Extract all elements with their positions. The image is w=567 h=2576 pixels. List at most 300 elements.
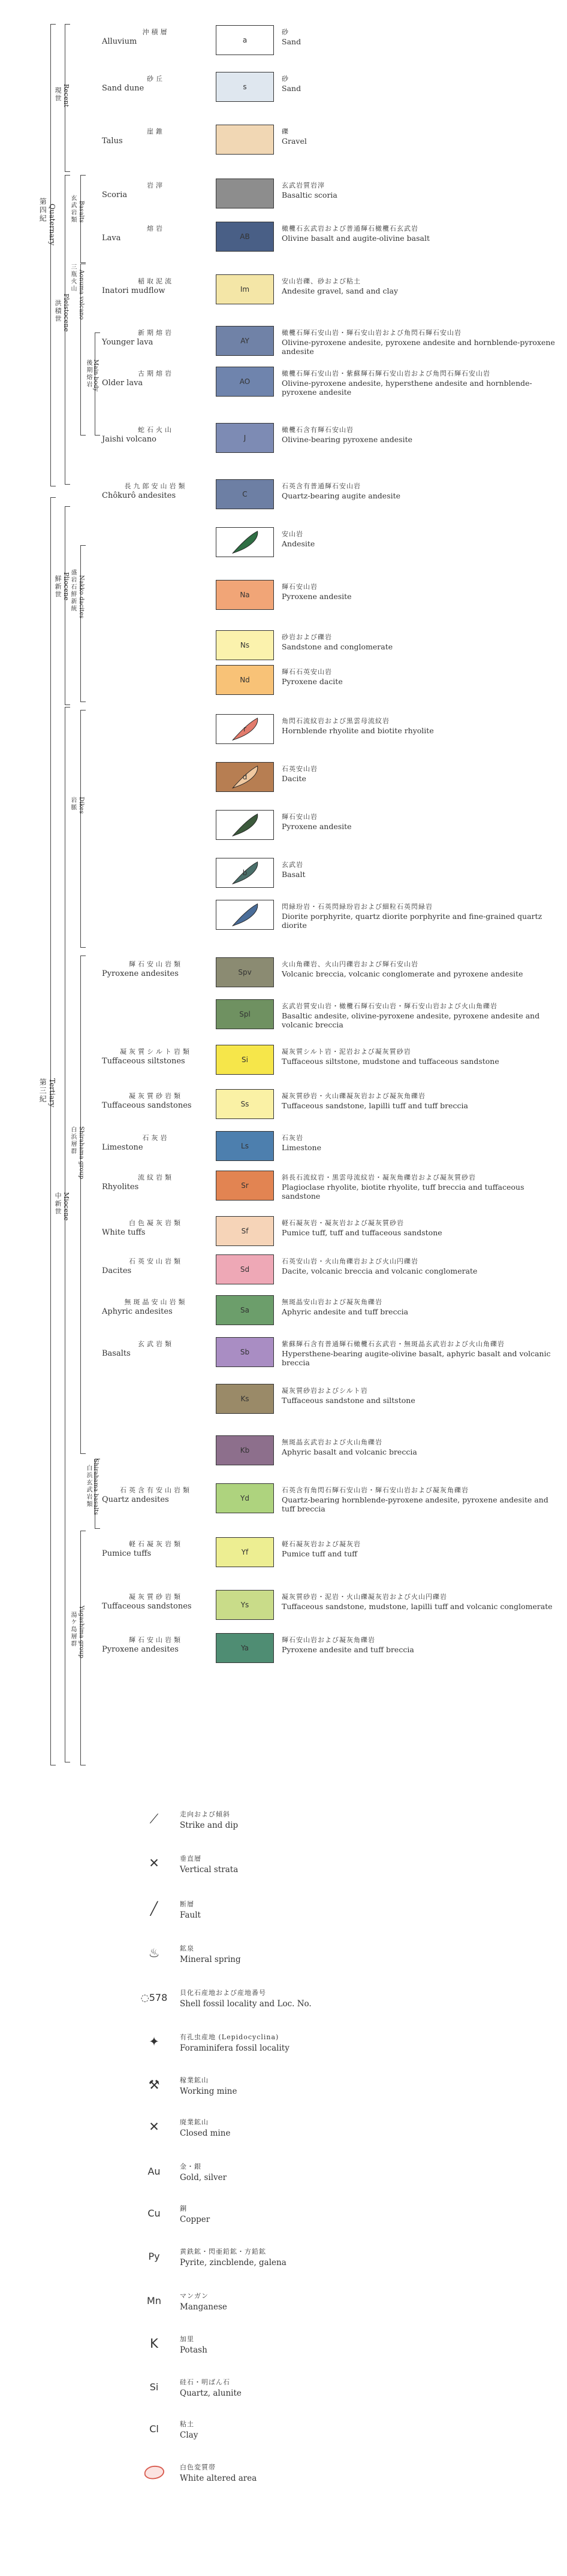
unit-description-jp: 玄武岩質岩滓 [282, 182, 325, 189]
miocene-bracket [65, 707, 70, 1762]
epoch-recent-en: Recent [62, 84, 71, 107]
unit-label-en: Aphyric andesites [102, 1307, 173, 1316]
unit-code: Sd [240, 1265, 250, 1274]
symbol-label [180, 2117, 230, 2139]
unit-label-jp: 凝灰質砂岩類 [129, 1092, 183, 1100]
unit-description [282, 1438, 557, 1456]
fault-icon: ╱ [150, 1901, 158, 1916]
unit-description [282, 369, 557, 397]
unit-description-en: Quartz-bearing hornblende-pyroxene andesite, pyroxene andesite and tuff breccia [282, 1495, 548, 1513]
unit-label [102, 328, 210, 347]
unit-label-en: Dacites [102, 1266, 132, 1275]
unit-label-jp: 稲取泥流 [138, 277, 174, 285]
unit-code: s [243, 83, 247, 91]
unit-swatch [216, 858, 274, 888]
unit-swatch [216, 665, 274, 695]
symbol-label-jp: 鉱泉 [180, 1945, 194, 1952]
unit-code: C [242, 490, 248, 498]
unit-description-jp: 橄欖石輝石安山岩・輝石安山岩および角閃石輝石安山岩 [282, 329, 462, 337]
unit-description [282, 764, 557, 783]
unit-label [102, 74, 210, 93]
period-tertiary-jp: 第三紀 [38, 1078, 47, 1103]
unit-description-jp: 軽石凝灰岩・凝灰岩および凝灰質砂岩 [282, 1219, 404, 1227]
symbol-label [180, 2291, 227, 2312]
epoch-pliocene-en: Pliocene [62, 572, 71, 601]
unit-swatch [216, 423, 274, 453]
unit-description [282, 1635, 557, 1654]
symbol-label [180, 1943, 241, 1965]
symbol-label-jp: 稼業鉱山 [180, 2076, 209, 2084]
unit-swatch [216, 1216, 274, 1246]
unit-code: Kb [240, 1446, 250, 1455]
unit-label-jp: 古期熔岩 [138, 370, 174, 377]
unit-swatch [216, 222, 274, 252]
unit-description-jp: 紫蘇輝石含有普通輝石橄欖石玄武岩・無斑晶玄武岩および火山角礫岩 [282, 1340, 505, 1348]
symbol-label-en: Closed mine [180, 2128, 231, 2138]
symbol-label-en: Manganese [180, 2302, 227, 2312]
unit-description-jp: 石英安山岩・火山角礫岩および火山円礫岩 [282, 1257, 418, 1265]
unit-label [102, 127, 210, 146]
unit-code: Nd [240, 676, 250, 684]
unit-description-en: Sand [282, 83, 301, 93]
unit-description [282, 530, 557, 548]
unit-label [102, 1257, 210, 1276]
unit-label [102, 181, 210, 200]
unit-swatch [216, 527, 274, 557]
unit-description-en: Olivine-bearing pyroxene andesite [282, 434, 412, 444]
group-shirahama-basalts-en: Shirahama basalts [92, 1459, 99, 1516]
symbol-label-jp: 走向および傾斜 [180, 1810, 230, 1818]
unit-label-jp: 凝灰質シルト岩類 [120, 1048, 192, 1056]
unit-code: Si [242, 1056, 248, 1064]
unit-description-en: Dacite [282, 773, 306, 783]
unit-description-jp: 無斑晶玄武岩および火山角礫岩 [282, 1438, 382, 1446]
unit-description-en: Tuffaceous sandstone, lapilli tuff and tuff breccia [282, 1100, 468, 1110]
unit-description-jp: 角閃石流紋岩および黒雲母流紋岩 [282, 717, 390, 725]
symbol-label [180, 1988, 312, 2009]
unit-description-en: Pyroxene andesite [282, 591, 352, 601]
unit-label-jp: 石英含有安山岩類 [120, 1486, 192, 1494]
epoch-pleistocene-jp: 洪積世 [54, 300, 62, 323]
symbol-label-jp: 有孔虫産地 (Lepidocyclina) [180, 2033, 279, 2041]
epoch-miocene-jp: 中新世 [54, 1192, 62, 1216]
unit-description-jp: 石英含有角閃石輝石安山岩・輝石安山岩および凝灰角礫岩 [282, 1486, 469, 1494]
unit-description [282, 1592, 557, 1611]
unit-description-en: Diorite porphyrite, quartz diorite porphyrite and fine-grained quartz diorite [282, 911, 542, 930]
unit-label-jp: 輝石安山岩類 [129, 960, 183, 968]
unit-description-jp: 輝石石英安山岩 [282, 668, 332, 676]
unit-code: Sb [240, 1348, 250, 1356]
unit-swatch [216, 1590, 274, 1620]
unit-label-en: Sand dune [102, 84, 144, 93]
unit-label-en: Quartz andesites [102, 1495, 169, 1504]
unit-description [282, 812, 557, 831]
unit-description-en: Plagioclase rhyolite, biotite rhyolite, tuff breccia and tuffaceous sandstone [282, 1182, 524, 1201]
unit-description-en: Tuffaceous sandstone and siltstone [282, 1395, 415, 1405]
symbol-label-en: Quartz, alunite [180, 2388, 242, 2398]
unit-label [102, 482, 210, 501]
group-dikes-jp: 岩脈 [70, 797, 76, 811]
unit-description [282, 582, 557, 601]
unit-swatch [216, 1384, 274, 1414]
unit-code: Yd [240, 1494, 249, 1502]
unit-description [282, 960, 557, 978]
unit-description-jp: 輝石安山岩 [282, 813, 318, 821]
symbol-label-en: Pyrite, zincblende, galena [180, 2258, 286, 2267]
unit-label-en: Lava [102, 234, 121, 243]
unit-code: Sf [241, 1227, 249, 1235]
unit-swatch [216, 1045, 274, 1075]
group-mainbody-en: Main body [92, 359, 99, 392]
unit-description [282, 860, 557, 879]
unit-swatch [216, 999, 274, 1029]
group-dikes-en: Dikes [78, 797, 85, 814]
unit-description-en: Basaltic andesite, olivine-pyroxene andesite, pyroxene andesite and volcanic breccia [282, 1011, 540, 1029]
unit-code: Sa [240, 1306, 249, 1314]
unit-description [282, 277, 557, 295]
epoch-pleistocene-en: Pleistocene [62, 294, 71, 332]
group-shirahama-basalts-jp: 白浜玄武岩類 [85, 1465, 92, 1508]
unit-label-jp: 無斑晶安山岩類 [124, 1298, 188, 1306]
unit-description-en: Sandstone and conglomerate [282, 642, 393, 651]
unit-description-jp: 玄武岩質安山岩・橄欖石輝石安山岩・輝石安山岩および火山角礫岩 [282, 1002, 497, 1010]
unit-description-en: Basalt [282, 869, 306, 879]
unit-description [282, 1047, 557, 1066]
unit-label-jp: 熔岩 [147, 225, 165, 232]
group-nakko-jp: 盛岩石鮮新統 [70, 569, 76, 612]
copper-icon: Cu [147, 2207, 161, 2219]
unit-swatch [216, 367, 274, 397]
unit-swatch [216, 1633, 274, 1663]
unit-label-en: Alluvium [102, 37, 137, 46]
unit-swatch [216, 714, 274, 744]
unit-label-jp: 玄武岩類 [138, 1340, 174, 1348]
unit-code: Spv [238, 968, 252, 976]
unit-swatch [216, 1337, 274, 1367]
unit-code: a [242, 36, 248, 44]
unit-code: Ss [240, 1100, 249, 1108]
unit-code: Ya [240, 1644, 249, 1652]
unit-description-en: Olivine basalt and augite-olivine basalt [282, 233, 430, 243]
symbol-label-en: Vertical strata [180, 1865, 239, 1874]
unit-label-jp: 長九郎安山岩類 [124, 482, 188, 490]
unit-description-en: Basaltic scoria [282, 190, 337, 199]
unit-description [282, 1257, 557, 1275]
group-basalts-jp: 玄武岩類 [70, 195, 76, 223]
unit-swatch [216, 580, 274, 610]
symbol-label-jp: 廃業鉱山 [180, 2118, 209, 2126]
shirahama-bracket [80, 956, 86, 1454]
unit-description-jp: 礫 [282, 128, 289, 135]
unit-description-en: Pyroxene dacite [282, 676, 343, 686]
unit-label-jp: 新期熔岩 [138, 329, 174, 337]
unit-label-jp: 白色凝灰岩類 [129, 1219, 183, 1227]
symbol-label [180, 2075, 237, 2097]
unit-code: b [242, 869, 248, 877]
unit-label-en: White tuffs [102, 1228, 146, 1237]
symbol-label [180, 2247, 286, 2268]
unit-label [102, 1092, 210, 1111]
unit-label-en: Chôkurô andesites [102, 491, 176, 500]
unit-description-jp: 輝石安山岩および凝灰角礫岩 [282, 1636, 375, 1644]
unit-label-en: Tuffaceous siltstones [102, 1057, 185, 1066]
unit-swatch [216, 179, 274, 208]
unit-description-jp: 凝灰質砂岩およびシルト岩 [282, 1387, 368, 1395]
unit-code: Ns [240, 641, 250, 649]
symbol-label-en: White altered area [180, 2474, 257, 2483]
symbol-label-jp: 貝化石産地および産地番号 [180, 1989, 266, 1997]
unit-code: Ls [241, 1142, 249, 1150]
period-tertiary-en: Tertiary [48, 1078, 57, 1108]
unit-description-jp: 砂岩および礫岩 [282, 633, 332, 641]
unit-code: AO [239, 377, 251, 386]
unit-label [102, 1635, 210, 1655]
unit-label-jp: 岩滓 [147, 182, 165, 189]
unit-code: Im [240, 285, 250, 294]
symbol-label-en: Fault [180, 1910, 201, 1920]
symbol-label-jp: 硅石・明ばん石 [180, 2378, 230, 2386]
unit-description [282, 633, 557, 651]
unit-description-en: Limestone [282, 1142, 321, 1152]
dikes-bracket [80, 710, 86, 948]
unit-label-en: Tuffaceous sandstones [102, 1101, 192, 1110]
unit-description-jp: 軽石凝灰岩および凝灰岩 [282, 1540, 361, 1548]
unit-description-en: Aphyric andesite and tuff breccia [282, 1307, 409, 1316]
unit-label [102, 1173, 210, 1192]
unit-description [282, 28, 557, 46]
unit-description [282, 902, 557, 930]
unit-code: Sr [241, 1181, 249, 1190]
unit-description [282, 328, 557, 356]
unit-description-en: Quartz-bearing augite andesite [282, 491, 401, 500]
unit-description-jp: 石灰岩 [282, 1134, 303, 1142]
symbol-label-jp: 垂直層 [180, 1855, 201, 1863]
unit-code: J [243, 434, 246, 442]
unit-label [102, 1540, 210, 1559]
unit-label-jp: 軽石凝灰岩類 [129, 1540, 183, 1548]
shell-fossil-icon: ◌578 [140, 1991, 168, 2003]
unit-description-jp: 砂 [282, 75, 289, 83]
unit-description [282, 1133, 557, 1152]
symbol-label-en: Shell fossil locality and Loc. No. [180, 1999, 312, 2009]
unit-description [282, 74, 557, 93]
unit-label-en: Basalts [102, 1349, 131, 1358]
unit-swatch [216, 957, 274, 987]
unit-label-en: Limestone [102, 1143, 143, 1152]
symbol-label [180, 2377, 242, 2399]
period-quaternary-jp: 第四紀 [38, 198, 47, 223]
unit-description-en: Dacite, volcanic breccia and volcanic conglomerate [282, 1266, 478, 1275]
unit-description [282, 1002, 557, 1030]
symbol-label [180, 2419, 198, 2441]
symbol-label-jp: 銅 [180, 2205, 187, 2212]
symbol-label-en: Clay [180, 2430, 198, 2440]
symbol-label [180, 2032, 289, 2054]
unit-swatch [216, 1089, 274, 1119]
unit-label-en: Scoria [102, 191, 128, 199]
symbol-label-en: Gold, silver [180, 2173, 227, 2182]
unit-description-jp: 橄欖石輝石安山岩・紫蘇輝石輝石安山岩および角閃石輝石安山岩 [282, 370, 490, 377]
group-yugashima-jp: 湯ケ島層群 [70, 1611, 76, 1647]
unit-description-jp: 火山角礫岩、火山円礫岩および輝石安山岩 [282, 960, 418, 968]
symbol-label [180, 1854, 238, 1875]
unit-code: Yf [241, 1548, 249, 1556]
unit-label-en: Pyroxene andesites [102, 969, 179, 978]
white-altered-icon [142, 2460, 166, 2484]
unit-label [102, 369, 210, 388]
unit-description-jp: 石英安山岩 [282, 765, 318, 773]
gold-icon: Au [147, 2165, 161, 2177]
unit-label [102, 1298, 210, 1317]
symbol-label [180, 1899, 201, 1921]
unit-description-en: Tuffaceous sandstone, mudstone, lapilli tuff and volcanic conglomerate [282, 1601, 553, 1611]
unit-description-jp: 凝灰質砂岩・泥岩・火山礫凝灰岩および火山円礫岩 [282, 1593, 447, 1601]
unit-description [282, 181, 557, 199]
unit-swatch [216, 125, 274, 155]
unit-label [102, 425, 210, 445]
unit-label-en: Talus [102, 137, 123, 146]
unit-code: d [242, 773, 248, 781]
unit-label [102, 1592, 210, 1611]
symbol-label-jp: 断層 [180, 1900, 194, 1908]
pyrite-icon: Py [148, 2250, 160, 2262]
unit-description-jp: 砂 [282, 28, 289, 36]
unit-swatch [216, 1483, 274, 1513]
unit-swatch [216, 1254, 274, 1284]
dike-shape [216, 811, 273, 839]
closed-mine-icon: ✕ [149, 2120, 159, 2134]
unit-code: Na [240, 591, 250, 599]
unit-swatch [216, 630, 274, 660]
unit-swatch [216, 72, 274, 102]
unit-label [102, 28, 210, 47]
symbol-label [180, 2161, 227, 2183]
unit-label [102, 1047, 210, 1066]
unit-description-en: Pyroxene andesite and tuff breccia [282, 1644, 414, 1654]
unit-label [102, 1219, 210, 1238]
group-nakko-en: Nakko dacites [78, 575, 85, 619]
symbol-label-en: Working mine [180, 2087, 237, 2096]
unit-description-en: Hypersthene-bearing augite-olivine basalt, aphyric basalt and volcanic breccia [282, 1349, 551, 1367]
symbol-label-jp: 金・銀 [180, 2163, 201, 2170]
unit-label-jp: 砂丘 [147, 75, 165, 83]
symbol-label-en: Copper [180, 2215, 210, 2224]
unit-label-jp: 石灰岩 [142, 1134, 170, 1142]
unit-description-en: Olivine-pyroxene andesite, hypersthene andesite and hornblende-pyroxene andesite [282, 378, 532, 397]
unit-description [282, 482, 557, 500]
dike-shape [216, 900, 273, 929]
unit-swatch [216, 479, 274, 509]
unit-description-jp: 安山岩礫、砂および粘土 [282, 277, 361, 285]
unit-label [102, 277, 210, 296]
period-quaternary-en: Quaternary [48, 204, 57, 246]
unit-description-en: Volcanic breccia, volcanic conglomerate and pyroxene andesite [282, 969, 523, 978]
unit-swatch [216, 1171, 274, 1201]
unit-swatch [216, 274, 274, 304]
unit-code: r [243, 725, 246, 733]
strike-dip-icon: ⟋ [149, 1811, 159, 1826]
symbol-label [180, 2334, 207, 2356]
unit-swatch [216, 900, 274, 930]
group-aonuma-en: Aonuma volcano [78, 270, 85, 320]
unit-label-en: Older lava [102, 379, 143, 388]
potash-icon: K [150, 2336, 158, 2351]
group-yugashima-en: Yugashima group [78, 1606, 85, 1658]
unit-description [282, 716, 557, 735]
unit-description-jp: 橄欖石含有輝石安山岩 [282, 426, 354, 434]
unit-description-jp: 玄武岩 [282, 861, 303, 869]
unit-label-en: Younger lava [102, 338, 153, 347]
unit-description-en: Pumice tuff, tuff and tuffaceous sandstone [282, 1227, 442, 1237]
symbol-label-jp: 黄鉄鉱・閃亜鉛鉱・方鉛鉱 [180, 2248, 266, 2255]
unit-label-en: Jaishi volcano [102, 435, 157, 444]
unit-description-en: Pyroxene andesite [282, 821, 352, 831]
manganese-icon: Mn [147, 2294, 161, 2306]
symbol-label-en: Potash [180, 2345, 207, 2355]
group-basalts-en: Basalts [78, 201, 85, 223]
unit-label-jp: 輝石安山岩類 [129, 1636, 183, 1644]
unit-description-jp: 橄欖石玄武岩および普通輝石橄欖石玄武岩 [282, 225, 418, 232]
unit-description [282, 1173, 557, 1201]
unit-description [282, 1540, 557, 1558]
unit-code: Ks [240, 1395, 249, 1403]
unit-description-en: Andesite gravel, sand and clay [282, 286, 399, 295]
group-mainbody-jp: 後期熔岩 [85, 359, 92, 388]
unit-description-en: Hornblende rhyolite and biotite rhyolite [282, 725, 434, 735]
vertical-strata-icon: ✕ [149, 1856, 159, 1870]
symbol-label-jp: 加里 [180, 2335, 194, 2343]
epoch-recent-jp: 現世 [54, 87, 62, 102]
unit-label-en: Pyroxene andesites [102, 1645, 179, 1654]
unit-swatch [216, 326, 274, 356]
unit-code: Spl [239, 1010, 251, 1018]
unit-code: AY [240, 337, 249, 345]
unit-description [282, 1219, 557, 1237]
unit-description-jp: 石英含有普通輝石安山岩 [282, 482, 361, 490]
unit-label-en: Tuffaceous sandstones [102, 1602, 192, 1611]
unit-swatch [216, 762, 274, 792]
unit-description [282, 1298, 557, 1316]
mineral-spring-icon: ♨ [148, 1946, 160, 1960]
unit-label [102, 1133, 210, 1153]
unit-description-jp: 凝灰質シルト岩・泥岩および凝灰質砂岩 [282, 1048, 411, 1056]
symbol-label-jp: 粘土 [180, 2420, 194, 2428]
epoch-miocene-en: Miocene [62, 1192, 71, 1221]
clay-icon: Cl [149, 2423, 159, 2435]
tertiary-bracket [50, 497, 56, 1765]
unit-label-jp: 流紋岩類 [138, 1174, 174, 1181]
unit-label [102, 1486, 210, 1505]
symbol-label [180, 2462, 257, 2484]
unit-description-jp: 安山岩 [282, 530, 303, 538]
unit-label-en: Rhyolites [102, 1183, 139, 1192]
unit-label-jp: 崖錐 [147, 128, 165, 135]
unit-description-en: Aphyric basalt and volcanic breccia [282, 1447, 417, 1456]
group-aonuma-jp: 三瓶火山 [70, 264, 76, 292]
unit-description [282, 1386, 557, 1405]
unit-swatch [216, 1435, 274, 1465]
unit-description-en: Andesite [282, 539, 315, 548]
unit-label [102, 960, 210, 979]
unit-description-en: Pumice tuff and tuff [282, 1549, 358, 1558]
unit-label [102, 1340, 210, 1359]
unit-swatch [216, 1537, 274, 1567]
unit-description-jp: 輝石安山岩 [282, 583, 318, 591]
unit-description [282, 1340, 557, 1368]
unit-swatch [216, 1131, 274, 1161]
symbol-label-jp: マンガン [180, 2292, 209, 2300]
dike-shape [216, 528, 273, 557]
